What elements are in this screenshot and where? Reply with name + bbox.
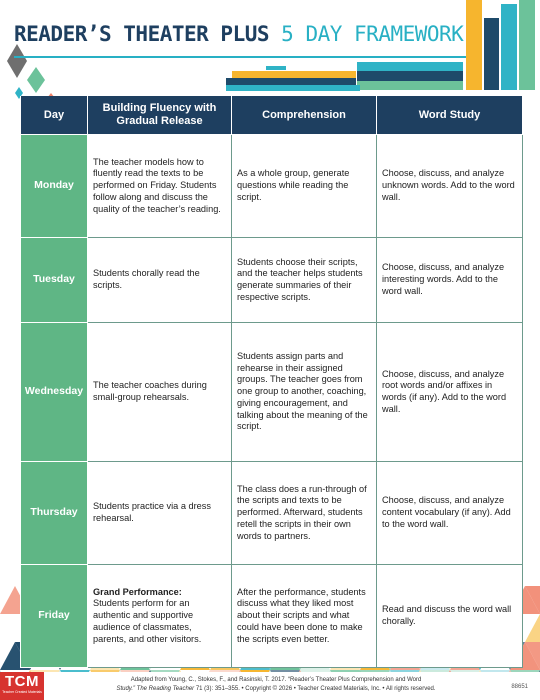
citation-journal: Study.” The Reading Teacher [116,685,195,692]
fluency-text: Students practice via a dress rehearsal. [93,501,211,523]
fluency-cell [88,238,232,323]
day-cell: Tuesday [21,238,88,323]
fluency-lead: Grand Performance: [93,586,182,597]
day-cell: Monday [21,135,88,238]
fluency-cell [88,461,232,564]
column-header-comprehension: Comprehension [232,96,377,135]
table-row [21,461,523,564]
table-row [21,238,523,323]
tcm-logo [0,672,44,700]
fluency-cell [88,135,232,238]
citation [66,676,486,693]
word-study-cell: Choose, discuss, and analyze interesting words. Add to the word wall. [377,238,523,323]
day-cell: Thursday [21,461,88,564]
page-title [14,14,463,54]
comprehension-cell: As a whole group, generate questions while reading the script. [232,135,377,238]
decorative-triangle [525,614,540,642]
day-cell: Friday [21,564,88,667]
citation-details: 71 (3): 351–355. • Copyright © 2026 • Teacher Created Materials, Inc. • All rights reserved. [194,685,436,692]
table-row [21,564,523,667]
fluency-text: The teacher coaches during small-group rehearsals. [93,380,207,403]
citation-line-1: Adapted from Young, C., Stokes, F., and Rasinski, T. 2017. “Reader’s Theater Plus Comprehension and Word [130,677,422,683]
title-underline [14,56,466,58]
comprehension-cell: The class does a run-through of the scripts and texts to be performed. Afterward, students retell the scripts in their own words to partners. [232,461,377,564]
logo-subtext: Teacher Created Materials [2,690,42,694]
column-header-fluency: Building Fluency with Gradual Release [88,96,232,135]
logo-text: TCM [5,673,39,690]
fluency-cell [88,323,232,462]
column-header-day: Day [21,96,88,135]
table-row [21,135,523,238]
word-study-cell: Choose, discuss, and analyze unknown words. Add to the word wall. [377,135,523,238]
fluency-text: Students chorally read the scripts. [93,268,200,291]
word-study-cell: Choose, discuss, and analyze root words and/or affixes in words (if any). Add to the word wall. [377,323,523,462]
comprehension-cell: Students choose their scripts, and the teacher helps students generate summaries of their respective scripts. [232,238,377,323]
day-cell: Wednesday [21,323,88,462]
fluency-text: The teacher models how to fluently read the texts to be performed on Friday. Students follow along and discuss the quality of the teacher’s reading. [93,156,221,214]
column-header-word-study: Word Study [377,96,523,135]
framework-table [20,96,523,668]
word-study-cell: Read and discuss the word wall chorally. [377,564,523,667]
table-row [21,323,523,462]
title-main: READER’S THEATER PLUS [14,22,270,46]
citation-line-2 [66,685,486,694]
word-study-cell: Choose, discuss, and analyze content vocabulary (if any). Add to the word wall. [377,461,523,564]
product-code: 88651 [511,684,528,690]
fluency-cell [88,564,232,667]
fluency-text: Students perform for an authentic and supportive audience of classmates, parents, and other visitors. [93,598,202,644]
table-header-row [21,96,523,135]
comprehension-cell: After the performance, students discuss what they liked most about their scripts and what could have been done to make the scripts even better. [232,564,377,667]
comprehension-cell: Students assign parts and rehearse in their assigned groups. The teacher goes from one group to another, coaching, giving encouragement, and talking about the meaning of the script. [232,323,377,462]
title-accent: 5 DAY FRAMEWORK [281,22,464,46]
